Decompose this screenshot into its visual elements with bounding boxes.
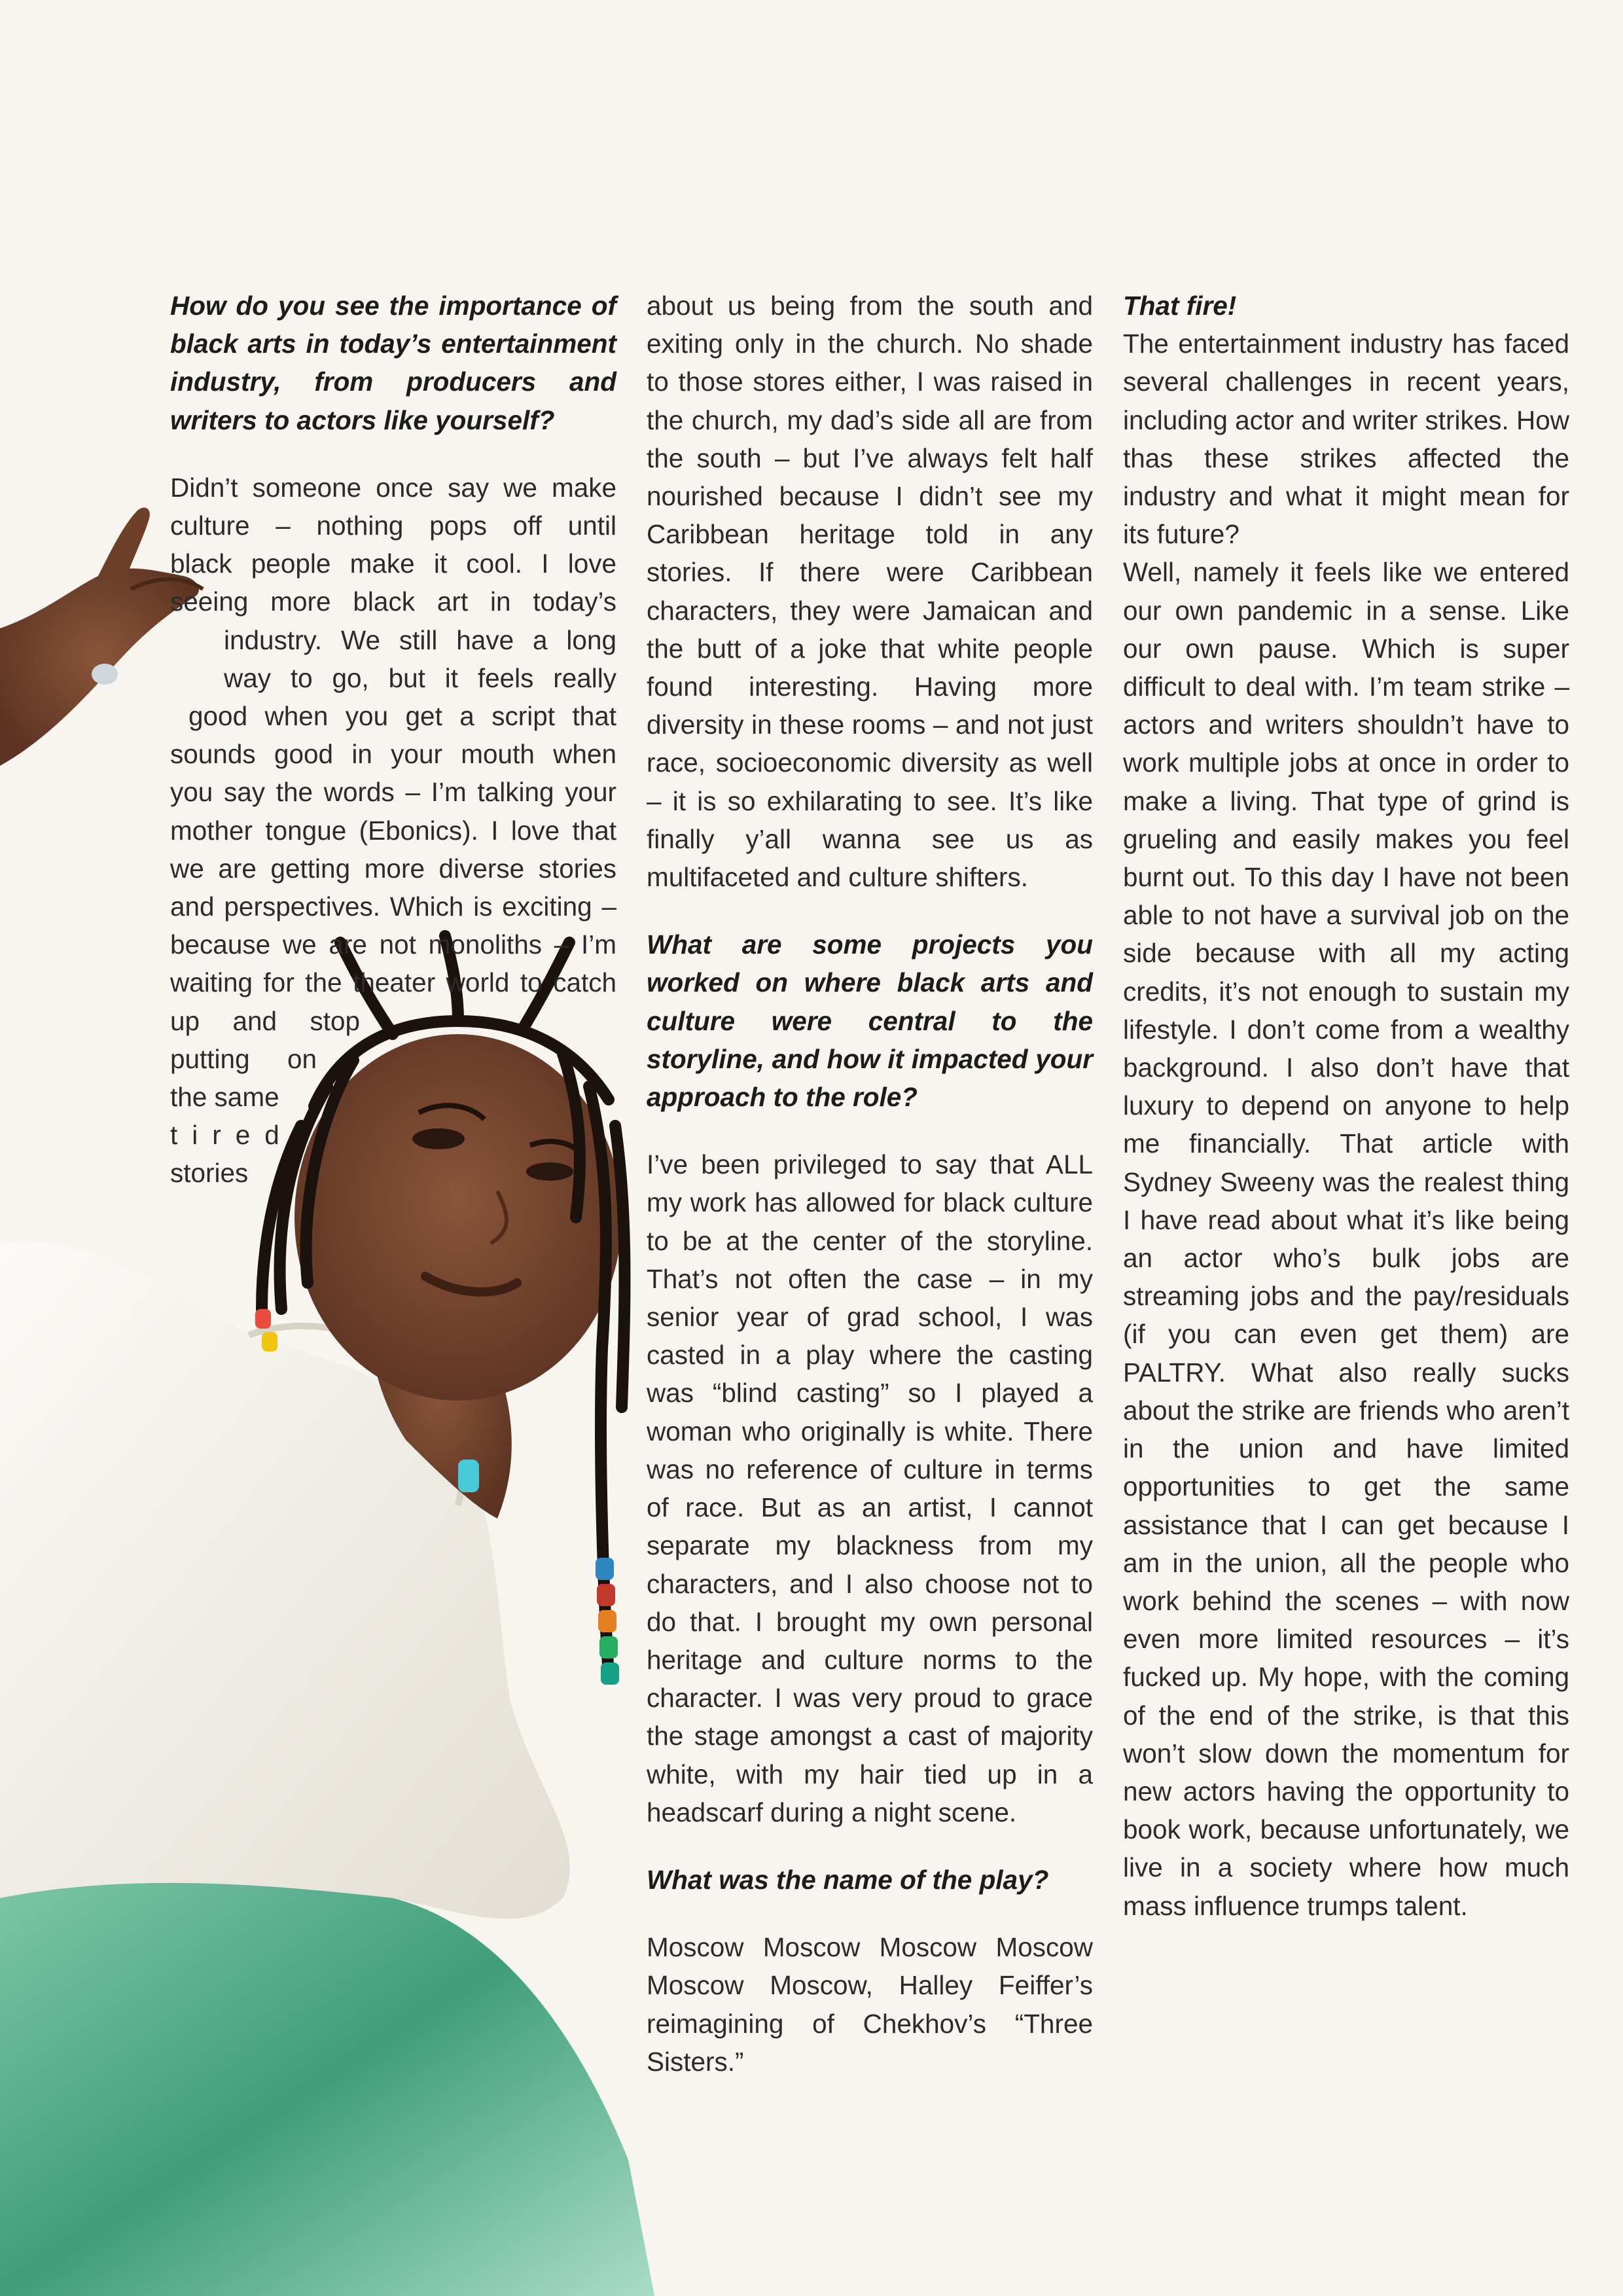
answer-line: up and stop bbox=[170, 1005, 360, 1036]
column-3 bbox=[1123, 287, 1569, 1925]
answer-line: Didn’t someone once say we make bbox=[170, 472, 616, 503]
answer-projects: I’ve been privileged to say that ALL my work has allowed for black culture to be at the center of the storyline. That’s not often the case – in my senior year of grad school, I was casted in a play where the casting was “blind casting” so I played a woman who originally is white. There was no reference of culture in terms of race. But as an artist, I cannot separate my blackness from my characters, and I also choose not to do that. I brought my own personal heritage and culture norms to the character. I was very proud to grace the stage amongst a cast of majority white, with my hair tied up in a headscarf during a night scene. bbox=[647, 1149, 1093, 1827]
answer-line: way to go, but it feels really bbox=[224, 662, 616, 693]
answer-line: you say the words – I’m talking your bbox=[170, 777, 616, 808]
question-play-name: What was the name of the play? bbox=[647, 1864, 1049, 1895]
answer-line: waiting for the theater world to catch bbox=[170, 967, 616, 998]
answer-line: mother tongue (Ebonics). I love that bbox=[170, 815, 616, 846]
answer-line: seeing more black art in today’s bbox=[170, 586, 616, 617]
question-strikes: The entertainment industry has faced several challenges in recent years, including actor and writer strikes. How thas these strikes affected the industry and what it might mean for its future? bbox=[1123, 329, 1570, 550]
answer-line: tired bbox=[170, 1120, 294, 1151]
green-skirt bbox=[0, 1861, 654, 2296]
answer-line: and perspectives. Which is exciting – bbox=[170, 891, 616, 922]
column-1 bbox=[170, 287, 616, 1193]
answer-line: the same bbox=[170, 1082, 279, 1113]
answer-line: sounds good in your mouth when bbox=[170, 739, 616, 770]
question-projects: What are some projects you worked on where black arts and culture were central to the storyline, and how it impacted your approach to the role? bbox=[647, 929, 1093, 1113]
answer-line: stories bbox=[170, 1158, 249, 1189]
answer-line: we are getting more diverse stories bbox=[170, 853, 616, 884]
answer-continued: about us being from the south and exiting only in the church. No shade to those stores either, I was raised in the church, my dad’s side all are from the south – but I’ve always felt half nourished because I didn’t see my Caribbean heritage told in any stories. If there were Caribbean characters, they were Jamaican and the butt of a joke that white people found interesting. Having more diversity in these rooms – and not just race, socioeconomic diversity as well – it is so exhilarating to see. It’s like finally y’all wanna see us as multifaceted and culture shifters. bbox=[647, 291, 1093, 893]
answer-line: black people make it cool. I love bbox=[170, 548, 616, 579]
answer-importance-black-arts bbox=[170, 469, 616, 1193]
answer-strikes: Well, namely it feels like we entered our own pandemic in a sense. Like our own pause. Which is super difficult to deal with. I’m team strike – actors and writers shouldn’t have to work multiple jobs at once in order to make a living. That type of grind is grueling and easily makes you feel burnt out. To this day I have not been able to not have a survival job on the side because with all my acting credits, it’s not enough to sustain my lifestyle. I don’t come from a wealthy background. I also don’t have that luxury to depend on anyone to help me financially. That article with Sydney Sweeny was the realest thing I have read about what it’s like being an actor who’s bulk jobs are streaming jobs and the pay/residuals (if you can even get them) are PALTRY. What also really sucks about the strike are friends who aren’t in the union and have limited opportunities to get the same assistance that I can get because I am in the union, all the people who work behind the scenes – with now even more limited resources – it’s fucked up. My hope, with the coming of the end of the strike, is that this won’t slow down the momentum for new actors having the opportunity to book work, because unfortunately, we live in a society where how much mass influence trumps talent. bbox=[1123, 557, 1569, 1921]
answer-line: good when you get a script that bbox=[188, 701, 616, 732]
column-2 bbox=[647, 287, 1093, 2081]
answer-line: industry. We still have a long bbox=[224, 624, 616, 655]
question-importance-black-arts: How do you see the importance of black arts in today’s entertainment industry, from producers and writers to actors like yourself? bbox=[170, 291, 616, 435]
answer-line: culture – nothing pops off until bbox=[170, 511, 616, 541]
answer-line: because we are not monoliths – I’m bbox=[170, 929, 616, 960]
answer-play-name: Moscow Moscow Moscow Moscow Moscow Moscow, Halley Feiffer’s reimagining of Chekhov’s “Three Sisters.” bbox=[647, 1932, 1093, 2077]
answer-line: putting on bbox=[170, 1043, 317, 1074]
heading-that-fire: That fire! bbox=[1123, 291, 1237, 321]
